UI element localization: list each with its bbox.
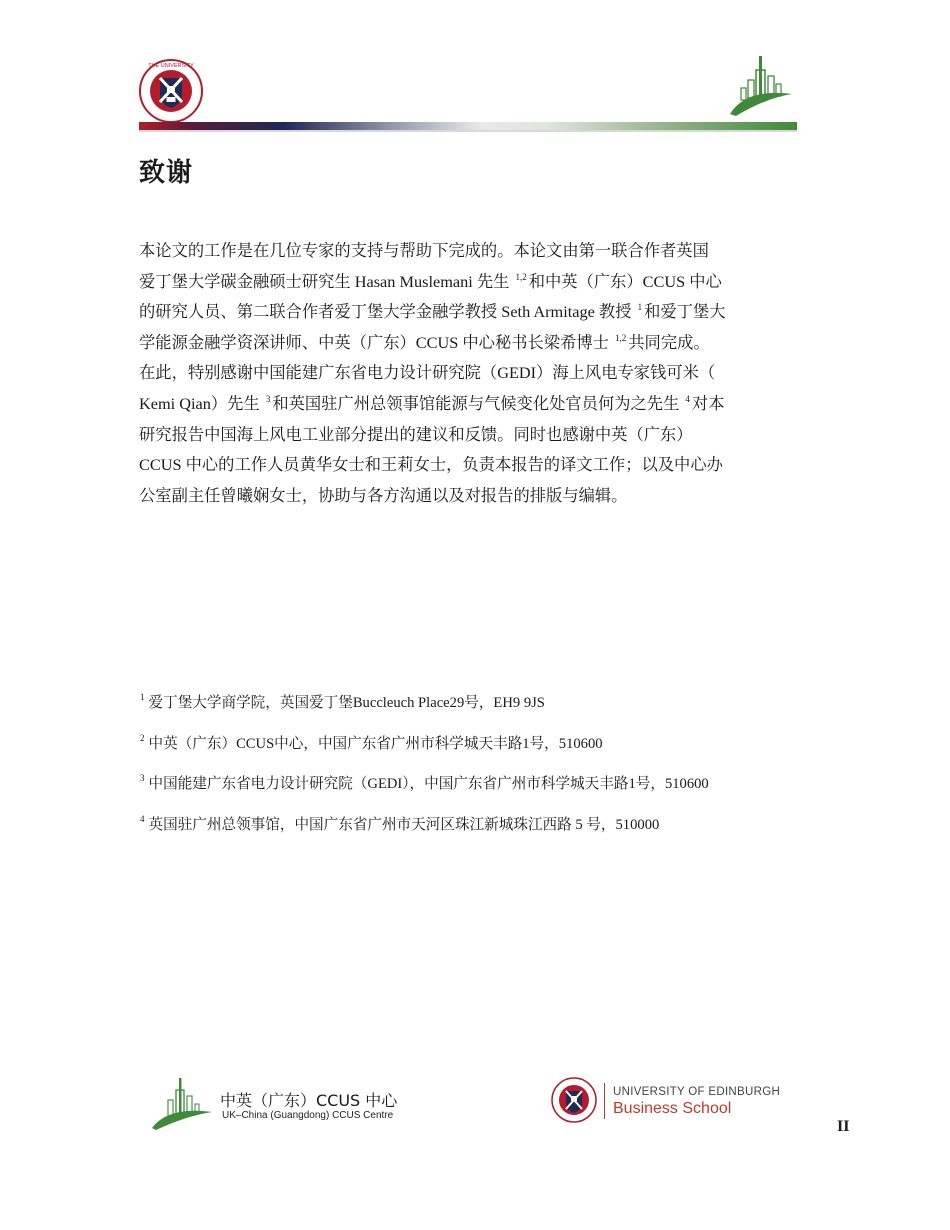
line-text: 公室副主任曾曦娴女士，协助与各方沟通以及对报告的排版与编辑。: [139, 485, 628, 505]
footnote-mark: 3: [140, 773, 145, 783]
paragraph-line: [139, 481, 807, 512]
ccus-centre-logo: [150, 1074, 214, 1132]
crest-icon: [138, 58, 204, 124]
footnote-text: 中英（广东）CCUS中心，中国广东省广州市科学城天丰路1号，510600: [148, 735, 603, 752]
footnote: [139, 810, 709, 851]
footnotes: [139, 688, 709, 850]
page-number: II: [837, 1118, 850, 1135]
footnote-text: 英国驻广州总领事馆，中国广东省广州市天河区珠江新城珠江西路 5 号，510000: [148, 816, 660, 833]
footnote-text: 中国能建广东省电力设计研究院（GEDI），中国广东省广州市科学城天丰路1号，510600: [148, 776, 709, 792]
header-divider-shadow: [139, 130, 797, 132]
uoe-logo-divider: [604, 1083, 605, 1119]
line-text: 研究报告中国海上风电工业部分提出的建议和反馈。同时也感谢中英（广东）: [139, 424, 693, 444]
line-text: 爱丁堡大学碳金融硕士研究生 Hasan Muslemani 先生: [139, 271, 514, 291]
footnote-reference: 1: [637, 302, 643, 313]
paragraph-line: [139, 450, 807, 481]
footnote: [139, 769, 709, 810]
footnote-mark: 4: [140, 813, 145, 824]
footnote-reference: 1,2: [615, 332, 627, 343]
paragraph-line: [139, 328, 807, 359]
paragraph-line: [139, 236, 807, 267]
line-text: 和英国驻广州总领事馆能源与气候变化处官员何为之先生: [272, 393, 684, 413]
footnote-mark: 1: [140, 692, 145, 702]
footnote-reference: 1,2: [515, 271, 527, 282]
line-text: 共同完成。: [628, 332, 710, 352]
ccus-centre-name: 中英（广东）CCUS 中心: [220, 1091, 398, 1110]
page-title: 致谢: [139, 158, 194, 188]
uoe-crest-icon: [550, 1076, 598, 1124]
line-text: 对本: [691, 393, 725, 413]
footnote-mark: 2: [140, 732, 145, 743]
university-crest-logo: [138, 58, 204, 124]
footnote: [139, 688, 709, 729]
paragraph-line: [139, 389, 807, 420]
svg-text:THE UNIVERSITY: THE UNIVERSITY: [148, 63, 194, 69]
header-divider-bar: [139, 122, 797, 130]
line-text: 和中英（广东）CCUS 中心: [528, 271, 722, 291]
line-text: 本论文的工作是在几位专家的支持与帮助下完成的。本论文由第一联合作者英国: [139, 241, 709, 260]
footnote-text: 爱丁堡大学商学院，英国爱丁堡Buccleuch Place29号，EH9 9JS: [148, 695, 545, 711]
paragraph-line: [139, 297, 807, 328]
line-text: 和爱丁堡大: [644, 302, 726, 322]
skyline-logo: [726, 50, 796, 120]
ccus-skyline-icon: [150, 1074, 214, 1132]
footnote-reference: 4: [685, 393, 690, 404]
paragraph-line: [139, 358, 807, 389]
line-text: CCUS 中心的工作人员黄华女士和王莉女士，负责本报告的译文工作；以及中心办: [139, 455, 723, 475]
skyline-icon: [726, 50, 796, 120]
paragraph-line: [139, 267, 807, 298]
uoe-business-school-crest: [550, 1076, 598, 1124]
line-text: 学能源金融学资深讲师、中英（广东）CCUS 中心秘书长梁希博士: [139, 332, 613, 352]
paragraph-line: [139, 420, 807, 451]
footnote: [139, 729, 709, 770]
acknowledgement-paragraph: [139, 236, 807, 511]
business-school-name: Business School: [613, 1100, 732, 1117]
ccus-centre-english-name: UK–China (Guangdong) CCUS Centre: [222, 1110, 394, 1121]
line-text: Kemi Qian）先生: [139, 393, 264, 413]
uoe-name: UNIVERSITY OF EDINBURGH: [613, 1086, 781, 1098]
line-text: 在此，特别感谢中国能建广东省电力设计研究院（GEDI）海上风电专家钱可米（: [139, 363, 716, 383]
footnote-reference: 3: [265, 393, 271, 404]
line-text: 的研究人员、第二联合作者爱丁堡大学金融学教授 Seth Armitage 教授: [139, 302, 636, 322]
